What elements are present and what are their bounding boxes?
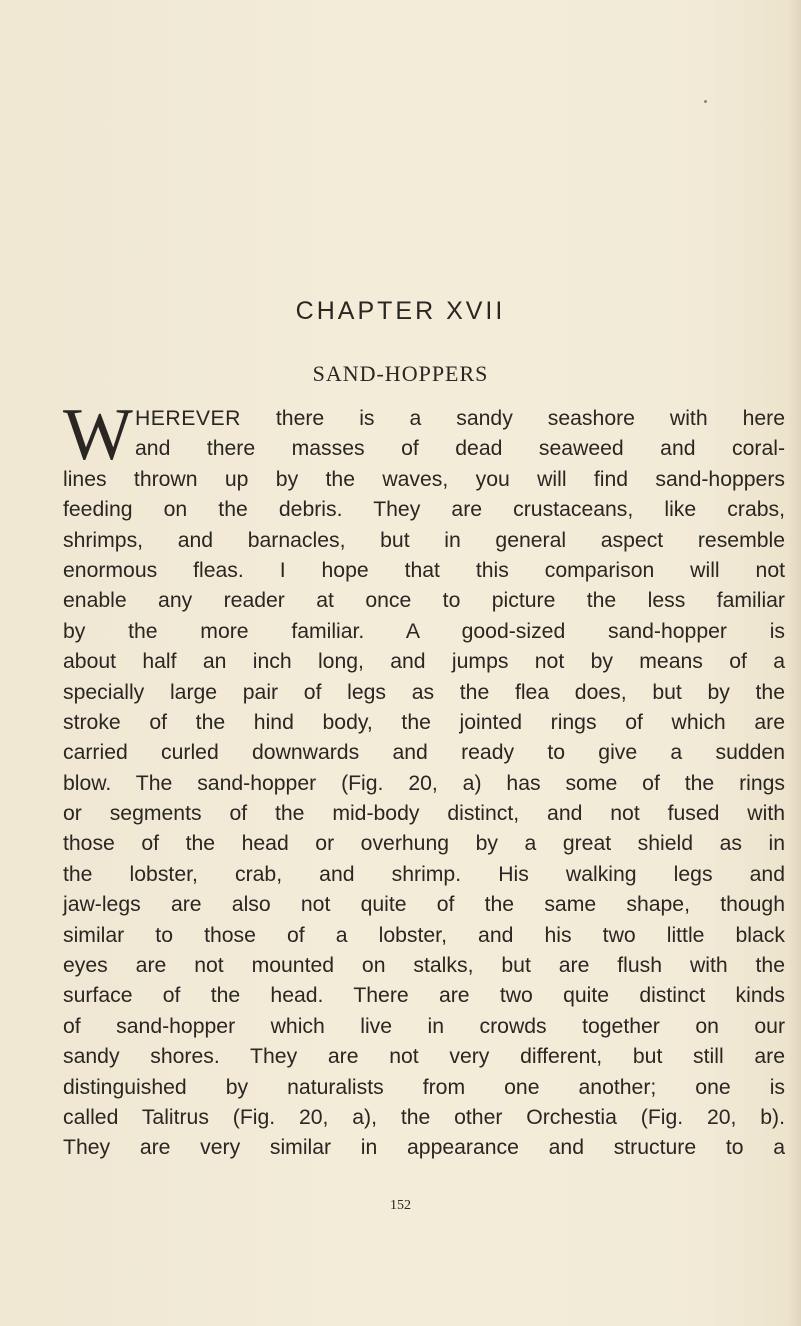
text-line: distinguished by naturalists from one another; one is — [63, 1075, 785, 1099]
chapter-title: SAND-HOPPERS — [312, 361, 489, 386]
text-line: feeding on the debris. They are crustaceans, like crabs, — [63, 498, 785, 522]
drop-cap: W — [63, 394, 133, 476]
text-line: shrimps, and barnacles, but in general aspect resemble — [63, 528, 785, 552]
text-line: those of the head or overhung by a great shield as in — [63, 832, 785, 856]
text-line: surface of the head. There are two quite distinct kinds — [63, 984, 785, 1008]
paper-speck — [704, 100, 707, 103]
first-word: HEREVER — [135, 407, 241, 430]
text-line: about half an inch long, and jumps not by means of a — [63, 650, 785, 674]
text-line: similar to those of a lobster, and his two little black — [63, 923, 785, 947]
text-line: called Talitrus (Fig. 20, a), the other Orchestia (Fig. 20, b). — [63, 1105, 785, 1129]
text-line: carried curled downwards and ready to give a sudden — [63, 741, 785, 765]
text-line: by the more familiar. A good-sized sand-hopper is — [63, 619, 785, 643]
chapter-heading: CHAPTER XVII — [295, 297, 506, 325]
page-edge-shadow — [787, 0, 801, 1326]
text-line: the lobster, crab, and shrimp. His walking legs and — [63, 862, 785, 886]
text-line: and there masses of dead seaweed and coral- — [135, 437, 785, 461]
body-text — [63, 394, 785, 1164]
text-line: They are very similar in appearance and structure to a — [63, 1136, 785, 1160]
first-line-rest: there is a sandy seashore with here — [240, 407, 785, 430]
text-line: enable any reader at once to picture the less familiar — [63, 589, 785, 613]
text-line: jaw-legs are also not quite of the same shape, though — [63, 893, 785, 917]
text-line: sandy shores. They are not very different, but still are — [63, 1045, 785, 1069]
text-line: eyes are not mounted on stalks, but are flush with the — [63, 954, 785, 978]
page-number: 152 — [390, 1198, 411, 1213]
text-line: stroke of the hind body, the jointed rings of which are — [63, 710, 785, 734]
text-line: blow. The sand-hopper (Fig. 20, a) has some of the rings — [63, 771, 785, 795]
text-line: or segments of the mid-body distinct, and not fused with — [63, 802, 785, 826]
text-line: enormous fleas. I hope that this comparison will not — [63, 558, 785, 582]
text-line: lines thrown up by the waves, you will find sand-hoppers — [63, 467, 785, 491]
text-line: of sand-hopper which live in crowds together on our — [63, 1014, 785, 1038]
text-line: specially large pair of legs as the flea does, but by the — [63, 680, 785, 704]
text-line-1 — [63, 404, 785, 434]
